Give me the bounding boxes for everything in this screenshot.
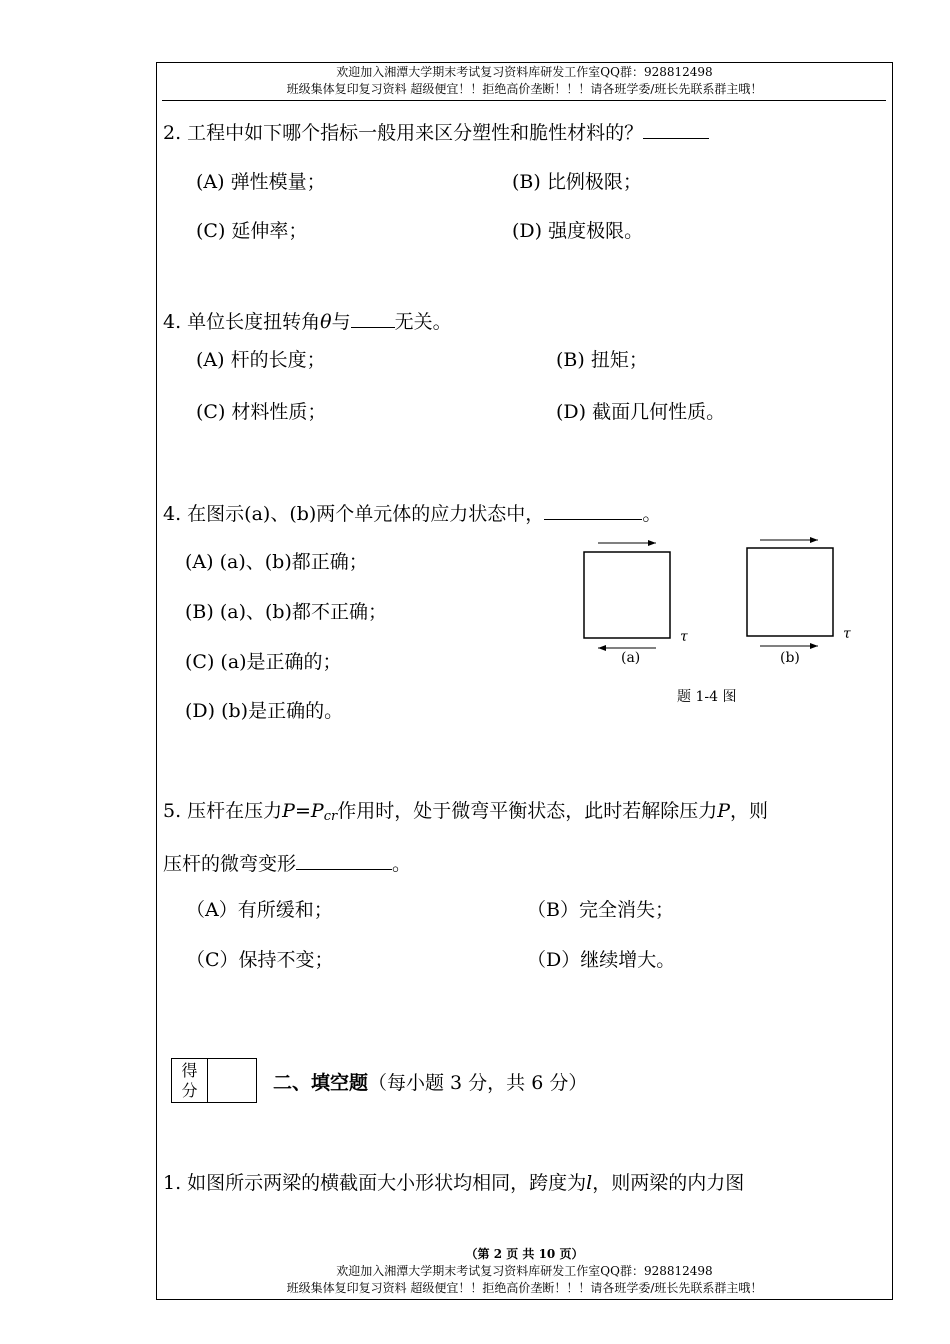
q4a-option-c[interactable]: (C) 材料性质； (196, 401, 327, 423)
question-2-stem (163, 120, 709, 145)
score-label (172, 1059, 208, 1102)
score-label-bottom: 分 (181, 1081, 198, 1100)
page-frame (156, 62, 893, 1300)
q2-option-c[interactable]: (C) 延伸率； (196, 220, 308, 242)
header-divider (162, 100, 886, 101)
header-line-2: 班级集体复印复习资料 超级便宜！！拒绝高价垄断！！！请各班学委/班长先联系群主哦！ (286, 82, 763, 96)
q4b-option-d[interactable]: (D) (b)是正确的。 (185, 700, 344, 722)
q4a-option-b[interactable]: (B) 扭矩； (556, 349, 648, 371)
q4a-option-d[interactable]: (D) 截面几何性质。 (556, 401, 726, 423)
question-4a-stem (163, 309, 452, 334)
pcr-subscript: cr (323, 809, 338, 824)
q4b-option-b[interactable]: (B) (a)、(b)都不正确； (185, 601, 387, 623)
q4a-text-post: 无关。 (394, 311, 452, 333)
q5-text-pre: 5. 压杆在压力 (163, 800, 283, 822)
l-symbol: l (586, 1172, 593, 1194)
section-2-heading (273, 1071, 587, 1095)
answer-blank[interactable] (544, 501, 642, 520)
q4b-text: 4. 在图示(a)、(b)两个单元体的应力状态中， (163, 503, 545, 525)
score-box (171, 1058, 257, 1103)
fill1-text-post: ，则两梁的内力图 (592, 1172, 745, 1194)
page-number: （第 2 页 共 10 页） (465, 1247, 584, 1261)
q4a-option-a[interactable]: (A) 杆的长度； (196, 349, 326, 371)
p-symbol: P (717, 800, 730, 822)
element-a-tau: τ (680, 629, 688, 645)
section-2-note: （每小题 3 分，共 6 分） (368, 1072, 588, 1094)
q5-line2-end: 。 (392, 853, 412, 875)
section-2-title: 二、填空题 (273, 1072, 369, 1094)
equals-sign: = (294, 800, 311, 822)
q2-option-b[interactable]: (B) 比例极限； (512, 171, 642, 193)
element-a-label: (a) (621, 650, 641, 666)
question-5-stem (163, 799, 768, 829)
q4b-option-c[interactable]: (C) (a)是正确的； (185, 651, 342, 673)
footer-line-1: 欢迎加入湘潭大学期末考试复习资料库研发工作室QQ群：928812498 (336, 1264, 713, 1278)
pcr-symbol: P (310, 800, 324, 822)
answer-blank[interactable] (643, 120, 709, 139)
q4a-text-pre: 4. 单位长度扭转角 (163, 311, 321, 333)
q5-option-d[interactable]: （D）继续增大。 (527, 949, 676, 971)
q5-option-c[interactable]: （C）保持不变； (186, 949, 334, 971)
header-line-1: 欢迎加入湘潭大学期末考试复习资料库研发工作室QQ群：928812498 (336, 65, 713, 79)
q4a-text-mid: 与 (331, 311, 351, 333)
q2-option-d[interactable]: (D) 强度极限。 (512, 220, 644, 242)
q4b-option-a[interactable]: (A) (a)、(b)都正确； (185, 551, 368, 573)
q5-option-a[interactable]: （A）有所缓和； (186, 899, 333, 921)
score-label-top: 得 (181, 1061, 198, 1080)
fill1-text-pre: 1. 如图所示两梁的横截面大小形状均相同，跨度为 (163, 1172, 587, 1194)
theta-symbol: θ (320, 311, 332, 333)
q4b-text-end: 。 (642, 503, 662, 525)
q5-option-b[interactable]: （B）完全消失； (527, 899, 674, 921)
answer-blank[interactable] (351, 309, 395, 328)
question-5-line-2 (163, 851, 411, 876)
fill-question-1-stem (163, 1171, 744, 1195)
p-symbol: P (282, 800, 295, 822)
question-2-text: 2. 工程中如下哪个指标一般用来区分塑性和脆性材料的？ (163, 122, 644, 144)
q2-option-a[interactable]: (A) 弹性模量； (196, 171, 326, 193)
element-b-tau: τ (843, 626, 851, 642)
figure-caption: 题 1-4 图 (677, 689, 737, 705)
answer-blank[interactable] (296, 851, 392, 870)
element-b-label: (b) (780, 650, 800, 666)
q5-text-post: ，则 (730, 800, 769, 822)
q5-line2-text: 压杆的微弯变形 (163, 853, 297, 875)
q5-text-mid: 作用时，处于微弯平衡状态，此时若解除压力 (337, 800, 718, 822)
question-4b-stem (163, 501, 661, 526)
footer-line-2: 班级集体复印复习资料 超级便宜！！拒绝高价垄断！！！请各班学委/班长先联系群主哦！ (286, 1281, 763, 1295)
